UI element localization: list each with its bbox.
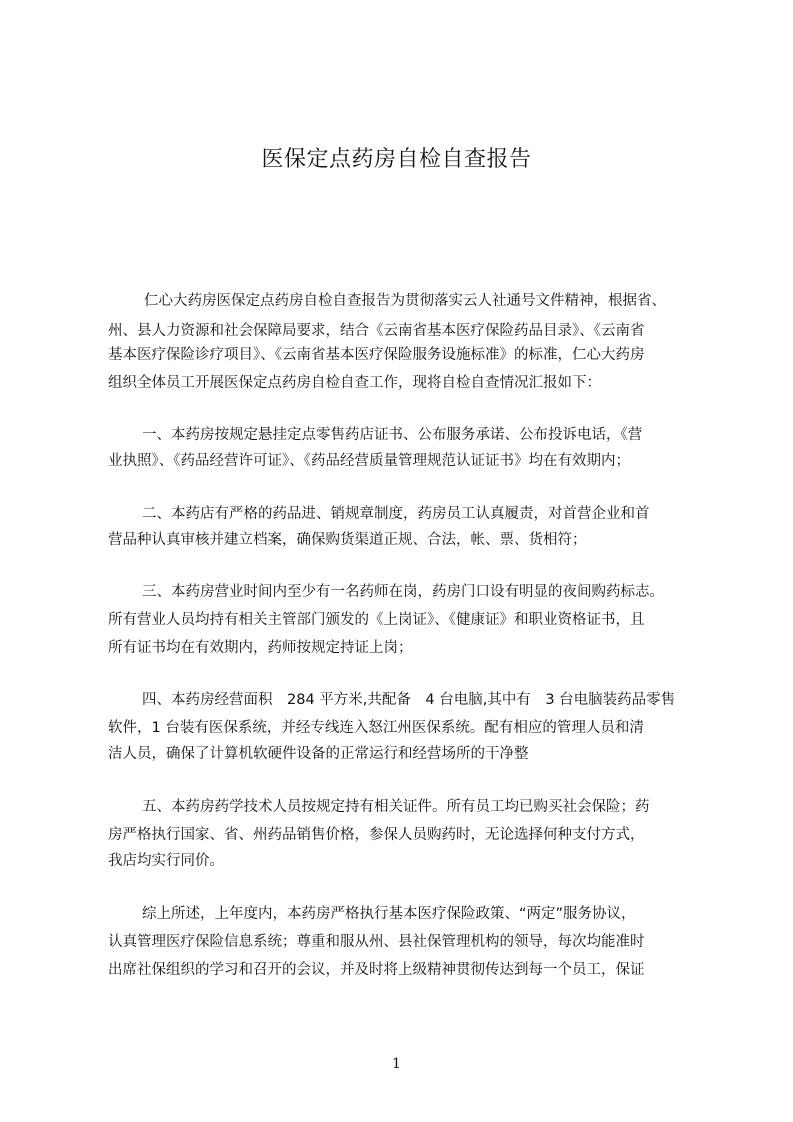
paragraph-1-line-4: 组织全体员工开展医保定点药房自检自查工作，现将自检自查情况汇报如下： (108, 375, 601, 391)
page-number: 1 (392, 1056, 401, 1072)
paragraph-4-line-1: 三、本药房营业时间内至少有一名药师在岗，药房门口设有明显的夜间购药标志。 (142, 584, 664, 600)
paragraph-3-line-2: 营品种认真审核并建立档案，确保购货渠道正规、合法，帐、票、货相符； (108, 532, 587, 548)
paragraph-4-line-2: 所有营业人员均持有相关主管部门颁发的《上岗证》、《健康证》和职业资格证书，且 (108, 612, 645, 628)
paragraph-7-line-3: 出席社保组织的学习和召开的会议，并及时将上级精神贯彻传达到每一个员工，保证 (108, 962, 645, 978)
paragraph-3-line-1: 二、本药店有严格的药品进、销规章制度，药房员工认真履责，对首营企业和首 (142, 506, 650, 522)
paragraph-6-line-1: 五、本药房药学技术人员按规定持有相关证件。所有员工均已购买社会保险；药 (142, 799, 650, 815)
paragraph-1-line-3: 基本医疗保险诊疗项目》、《云南省基本医疗保险服务设施标准》的标准，仁心大药房 (108, 347, 645, 363)
paragraph-6-line-3: 我店均实行同价。 (108, 853, 224, 869)
paragraph-1-line-1: 仁心大药房医保定点药房自检自查报告为贯彻落实云人社通号文件精神，根据省、 (144, 293, 666, 309)
paragraph-4-line-3: 所有证书均在有效期内，药师按规定持证上岗； (108, 640, 413, 656)
paragraph-5-line-1: 四、本药房经营面积 284 平方米,共配备 4 台电脑,其中有 3 台电脑装药品零售 (142, 692, 676, 708)
paragraph-2-line-1: 一、本药房按规定悬挂定点零售药店证书、公布服务承诺、公布投诉电话，《营 (142, 427, 643, 443)
paragraph-7-line-2: 认真管理医疗保险信息系统；尊重和服从州、县社保管理机构的领导，每次均能准时 (108, 934, 645, 950)
document-title: 医保定点药房自检自查报告 (261, 147, 532, 172)
paragraph-7-line-1: 综上所述，上年度内，本药房严格执行基本医疗保险政策、“两定”服务协议， (142, 906, 636, 922)
paragraph-5-line-2: 软件，1 台装有医保系统，并经专线连入怒江州医保系统。配有相应的管理人员和清 (108, 720, 644, 736)
paragraph-6-line-2: 房严格执行国家、省、州药品销售价格，参保人员购药时，无论选择何种支付方式， (108, 827, 645, 843)
paragraph-2-line-2: 业执照》、《药品经营许可证》、《药品经营质量管理规范认证证书》均在有效期内； (108, 453, 630, 469)
paragraph-5-line-3: 洁人员，确保了计算机软硬件设备的正常运行和经营场所的干净整 (108, 746, 529, 762)
paragraph-1-line-2: 州、县人力资源和社会保障局要求，结合《云南省基本医疗保险药品目录》、《云南省 (108, 323, 645, 339)
